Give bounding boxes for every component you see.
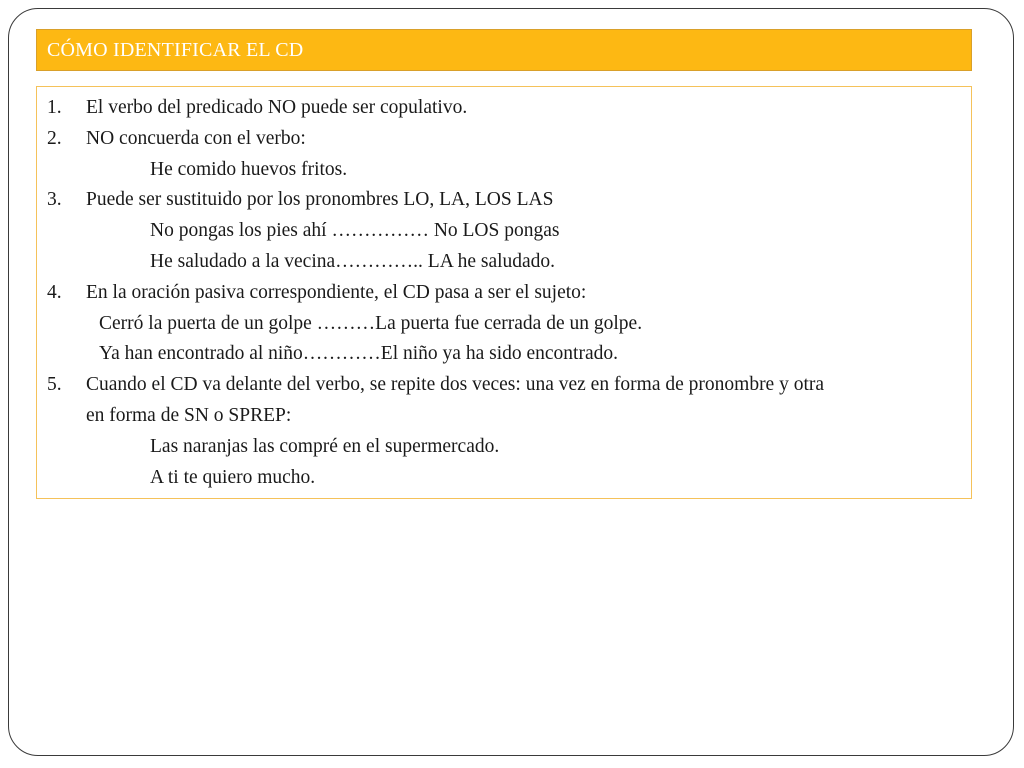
list-item-2 xyxy=(37,124,971,155)
item-number: 1. xyxy=(47,97,62,118)
item-text: El verbo del predicado NO puede ser copulativo. xyxy=(86,97,468,118)
example-line xyxy=(37,432,971,463)
example-text: Cerró la puerta de un golpe ………La puerta fue cerrada de un golpe. xyxy=(99,312,643,334)
item-text: Cuando el CD va delante del verbo, se repite dos veces: una vez en forma de pronombre y otra xyxy=(86,374,825,396)
item-text: En la oración pasiva correspondiente, el CD pasa a ser el sujeto: xyxy=(86,281,587,303)
example-text: He saludado a la vecina………….. LA he saludado. xyxy=(150,250,556,272)
example-text: No pongas los pies ahí …………… No LOS pongas xyxy=(150,220,560,242)
example-line xyxy=(37,309,971,340)
item-continuation xyxy=(37,401,971,432)
item-number: 2. xyxy=(47,127,62,149)
example-line xyxy=(37,155,971,186)
content-box xyxy=(36,86,972,499)
list-item-1 xyxy=(37,93,971,124)
item-number: 4. xyxy=(47,281,62,303)
list-item-3 xyxy=(37,185,971,216)
slide-title: CÓMO IDENTIFICAR EL CD xyxy=(36,29,972,71)
item-text: en forma de SN o SPREP: xyxy=(86,404,292,426)
item-text: Puede ser sustituido por los pronombres LO, LA, LOS LAS xyxy=(86,189,554,211)
example-line xyxy=(37,216,971,247)
item-number: 5. xyxy=(47,374,62,396)
list-item-5 xyxy=(37,370,971,401)
example-line xyxy=(37,463,971,494)
example-text: He comido huevos fritos. xyxy=(150,158,348,180)
example-text: A ti te quiero mucho. xyxy=(150,466,316,488)
item-text: NO concuerda con el verbo: xyxy=(86,127,306,149)
example-line xyxy=(37,247,971,278)
example-line xyxy=(37,339,971,370)
list-item-4 xyxy=(37,278,971,309)
example-text: Ya han encontrado al niño…………El niño ya ha sido encontrado. xyxy=(99,343,618,365)
item-number: 3. xyxy=(47,189,62,211)
example-text: Las naranjas las compré en el supermercado. xyxy=(150,435,500,457)
